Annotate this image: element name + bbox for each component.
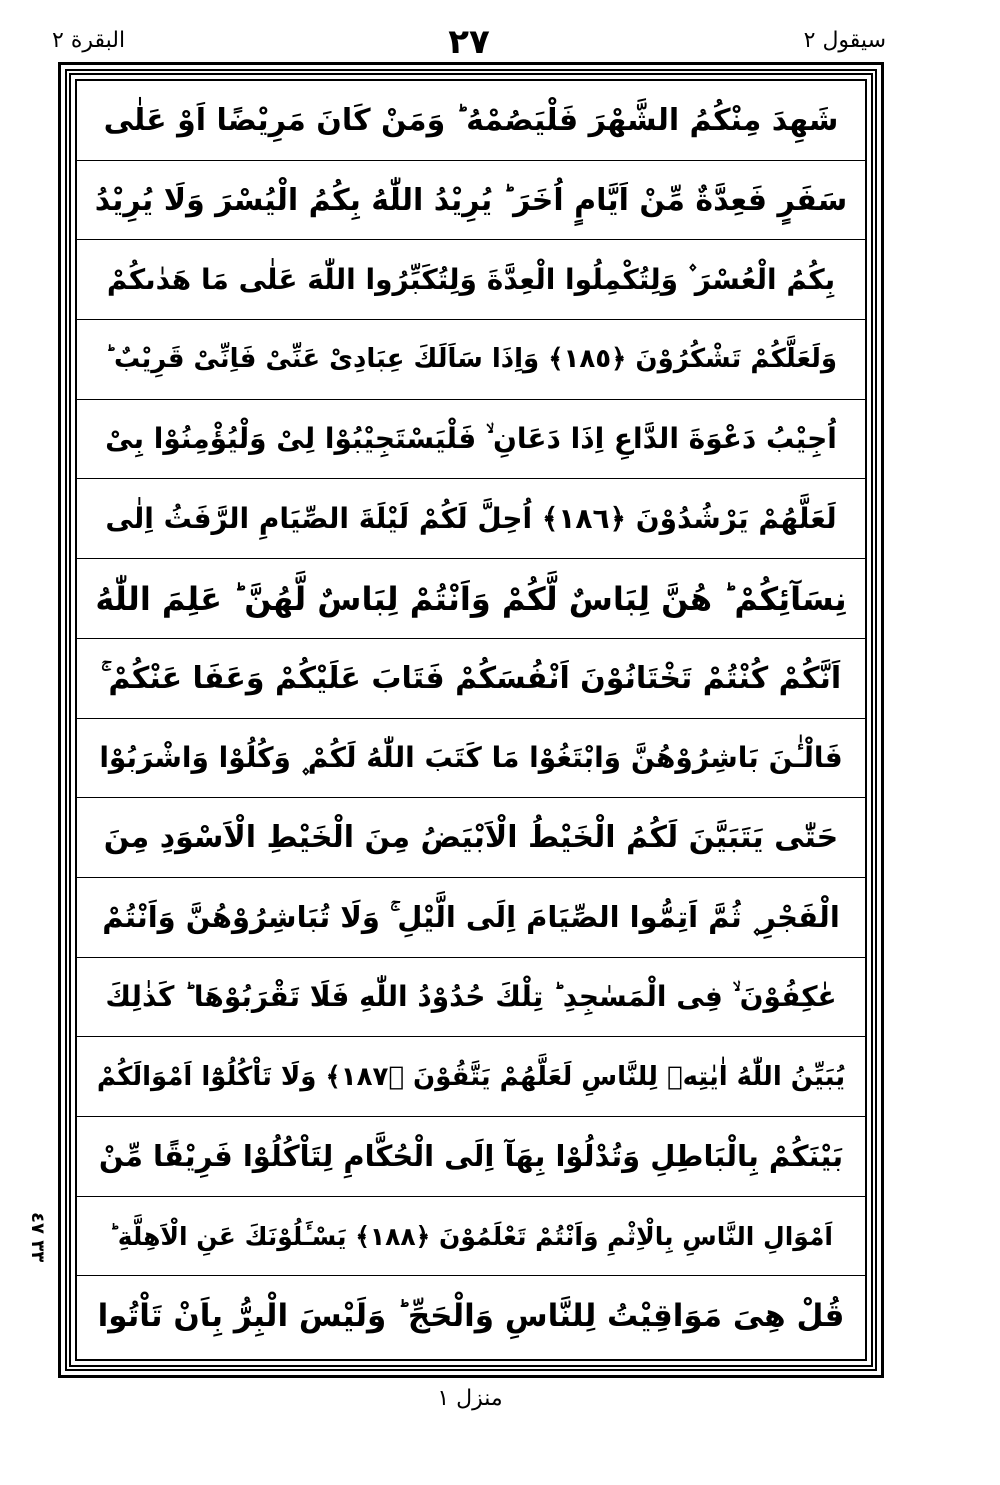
text-line	[77, 400, 865, 480]
line-text: سَفَرٍ فَعِدَّةٌ مِّنْ اَيَّامٍ اُخَرَ ؕ يُرِيْدُ اللّٰهُ بِكُمُ الْيُسْرَ وَلَا يُرِيْدُ	[94, 182, 848, 218]
line-text: اَنَّكُمْ كُنْتُمْ تَخْتَانُوْنَ اَنْفُسَكُمْ فَتَابَ عَلَيْكُمْ وَعَفَا عَنْكُمْ ۚ	[100, 660, 842, 696]
line-text: فَالْـٰٔنَ بَاشِرُوْهُنَّ وَابْتَغُوْا مَا كَتَبَ اللّٰهُ لَكُمْ ۪ وَكُلُوْا وَاشْرَبُوْا	[99, 740, 843, 774]
text-line	[77, 1117, 865, 1197]
line-text: نِسَآئِكُمْ ؕ هُنَّ لِبَاسٌ لَّكُمْ وَاَنْتُمْ لِبَاسٌ لَّهُنَّ ؕ عَلِمَ اللّٰهُ	[95, 579, 847, 618]
text-line	[77, 81, 865, 161]
para-name: سيقول ٢	[803, 28, 886, 53]
text-line	[77, 559, 865, 639]
page-number: ٢٧	[448, 22, 490, 62]
line-text: اُجِيْبُ دَعْوَةَ الدَّاعِ اِذَا دَعَانِ ۙ فَلْيَسْتَجِيْبُوْا لِىْ وَلْيُؤْمِنُوْا بِىْ	[105, 422, 837, 456]
line-text: بَيْنَكُمْ بِالْبَاطِلِ وَتُدْلُوْا بِهَآ اِلَى الْحُكَّامِ لِتَاْكُلُوْا فَرِيْقًا مِّنْ	[98, 1139, 844, 1174]
text-line	[77, 161, 865, 241]
text-line	[77, 878, 865, 958]
text-line	[77, 1277, 865, 1357]
text-line	[77, 958, 865, 1038]
line-text: الْفَجْرِ ۪ ثُمَّ اَتِمُّوا الصِّيَامَ اِلَى الَّيْلِ ۚ وَلَا تُبَاشِرُوْهُنَّ وَاَنْتُمْ	[102, 899, 840, 934]
ruku-marker: ٣٣ ٤٧	[27, 1212, 48, 1263]
line-text: عٰكِفُوْنَ ۙ فِى الْمَسٰجِدِ ؕ تِلْكَ حُدُوْدُ اللّٰهِ فَلَا تَقْرَبُوْهَا ؕ كَذٰلِكَ	[105, 980, 837, 1014]
line-text: وَلَعَلَّكُمْ تَشْكُرُوْنَ ﴿١٨٥﴾ وَاِذَا سَاَلَكَ عِبَادِىْ عَنِّىْ فَاِنِّىْ قَرِيْبٌ ؕ	[104, 344, 838, 375]
line-text: قُلْ هِىَ مَوَاقِيْتُ لِلنَّاسِ وَالْحَجِّ ؕ وَلَيْسَ الْبِرُّ بِاَنْ تَاْتُوا	[97, 1298, 845, 1335]
line-text: حَتّٰى يَتَبَيَّنَ لَكُمُ الْخَيْطُ الْاَبْيَضُ مِنَ الْخَيْطِ الْاَسْوَدِ مِنَ	[103, 820, 839, 856]
line-text: اَمْوَالِ النَّاسِ بِالْاِثْمِ وَاَنْتُمْ تَعْلَمُوْنَ ﴿١٨٨﴾ يَسْـَٔلُوْنَكَ عَنِ الْاَهِلَّةِ ؕ	[109, 1221, 833, 1251]
manzil-footer: منزل ١	[437, 1386, 503, 1411]
text-line	[77, 719, 865, 799]
text-area	[75, 79, 867, 1361]
text-line	[77, 240, 865, 320]
line-text: شَهِدَ مِنْكُمُ الشَّهْرَ فَلْيَصُمْهُ ؕ وَمَنْ كَانَ مَرِيْضًا اَوْ عَلٰى	[103, 102, 839, 138]
text-line	[77, 480, 865, 560]
text-line	[77, 1037, 865, 1117]
line-text: لَعَلَّهُمْ يَرْشُدُوْنَ ﴿١٨٦﴾ اُحِلَّ لَكُمْ لَيْلَةَ الصِّيَامِ الرَّفَثُ اِلٰى	[105, 502, 837, 536]
page-header	[48, 22, 890, 62]
surah-name: البقرة ٢	[52, 28, 126, 53]
text-line	[77, 1197, 865, 1277]
line-text: بِكُمُ الْعُسْرَ ۫ وَلِتُكْمِلُوا الْعِدَّةَ وَلِتُكَبِّرُوا اللّٰهَ عَلٰى مَا هَدٰىكُمْ	[106, 262, 836, 296]
text-line	[77, 639, 865, 719]
line-text: يُبَيِّنُ اللّٰهُ اٰيٰتِهٖ لِلنَّاسِ لَعَلَّهُمْ يَتَّقُوْنَ ﴿١٨٧﴾ وَلَا تَاْكُلُوْٓا اَمْوَالَكُمْ	[96, 1061, 846, 1092]
text-line	[77, 320, 865, 400]
page-border	[58, 62, 884, 1378]
text-line	[77, 798, 865, 878]
